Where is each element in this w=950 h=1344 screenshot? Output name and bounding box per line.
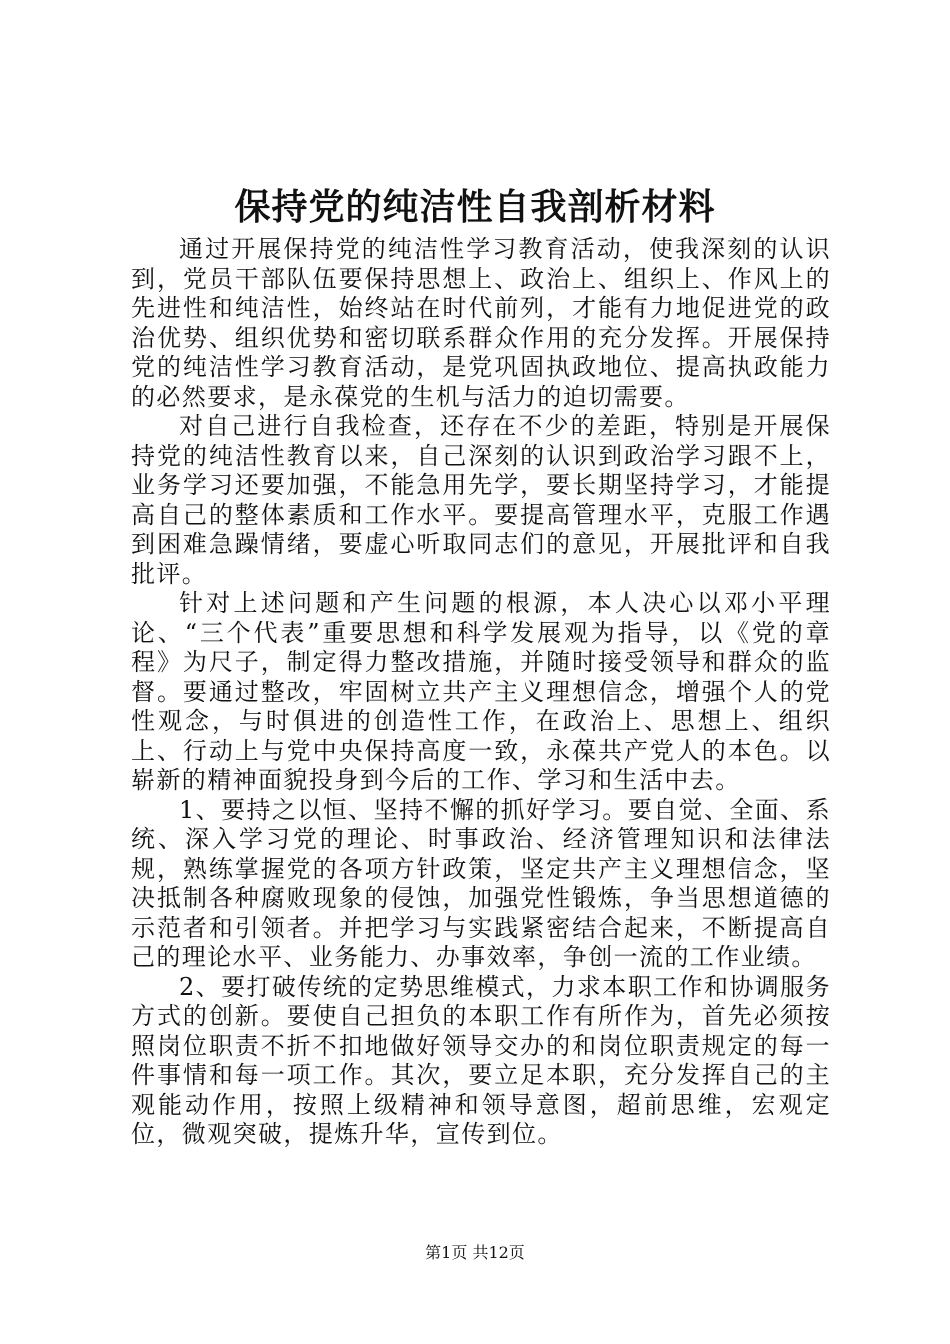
paragraph-self-check: 对自己进行自我检查，还存在不少的差距，特别是开展保持党的纯洁性教育以来，自己深刻的认识到政治学习跟不上，业务学习还要加强，不能急用先学，要长期坚持学习，才能提高自己的整体素质和工作水平。要提高管理水平，克服工作遇到困难急躁情绪，要虚心听取同志们的意见，开展批评和自我批评。 — [131, 412, 831, 588]
paragraph-intro: 通过开展保持党的纯洁性学习教育活动，使我深刻的认识到，党员干部队伍要保持思想上、政治上、组织上、作风上的先进性和纯洁性，始终站在时代前列，才能有力地促进党的政治优势、组织优势和密切联系群众作用的充分发挥。开展保持党的纯洁性学习教育活动，是党巩固执政地位、提高执政能力的必然要求，是永葆党的生机与活力的迫切需要。 — [131, 235, 831, 411]
paragraph-item-2: 2、要打破传统的定势思维模式，力求本职工作和协调服务方式的创新。要使自己担负的本职工作有所作为，首先必须按照岗位职责不折不扣地做好领导交办的和岗位职责规定的每一件事情和每一项工作。其次，要立足本职，充分发挥自己的主观能动作用，按照上级精神和领导意图，超前思维，宏观定位，微观突破，提炼升华，宣传到位。 — [131, 972, 831, 1148]
page-number-footer: 第1页 共12页 — [425, 1243, 525, 1262]
document-title: 保持党的纯洁性自我剖析材料 — [234, 187, 716, 228]
document-body — [131, 235, 831, 1150]
paragraph-item-1: 1、要持之以恒、坚持不懈的抓好学习。要自觉、全面、系统、深入学习党的理论、时事政治、经济管理知识和法律法规，熟练掌握党的各项方针政策，坚定共产主义理想信念，坚决抵制各种腐败现象的侵蚀，加强党性锻炼，争当思想道德的示范者和引领者。并把学习与实践紧密结合起来，不断提高自己的理论水平、业务能力、办事效率，争创一流的工作业绩。 — [131, 795, 831, 971]
paragraph-rectification: 针对上述问题和产生问题的根源，本人决心以邓小平理论、“三个代表”重要思想和科学发展观为指导，以《党的章程》为尺子，制定得力整改措施，并随时接受领导和群众的监督。要通过整改，牢固树立共产主义理想信念，增强个人的党性观念，与时俱进的创造性工作，在政治上、思想上、组织上、行动上与党中央保持高度一致，永葆共产党人的本色。以崭新的精神面貌投身到今后的工作、学习和生活中去。 — [131, 589, 831, 794]
